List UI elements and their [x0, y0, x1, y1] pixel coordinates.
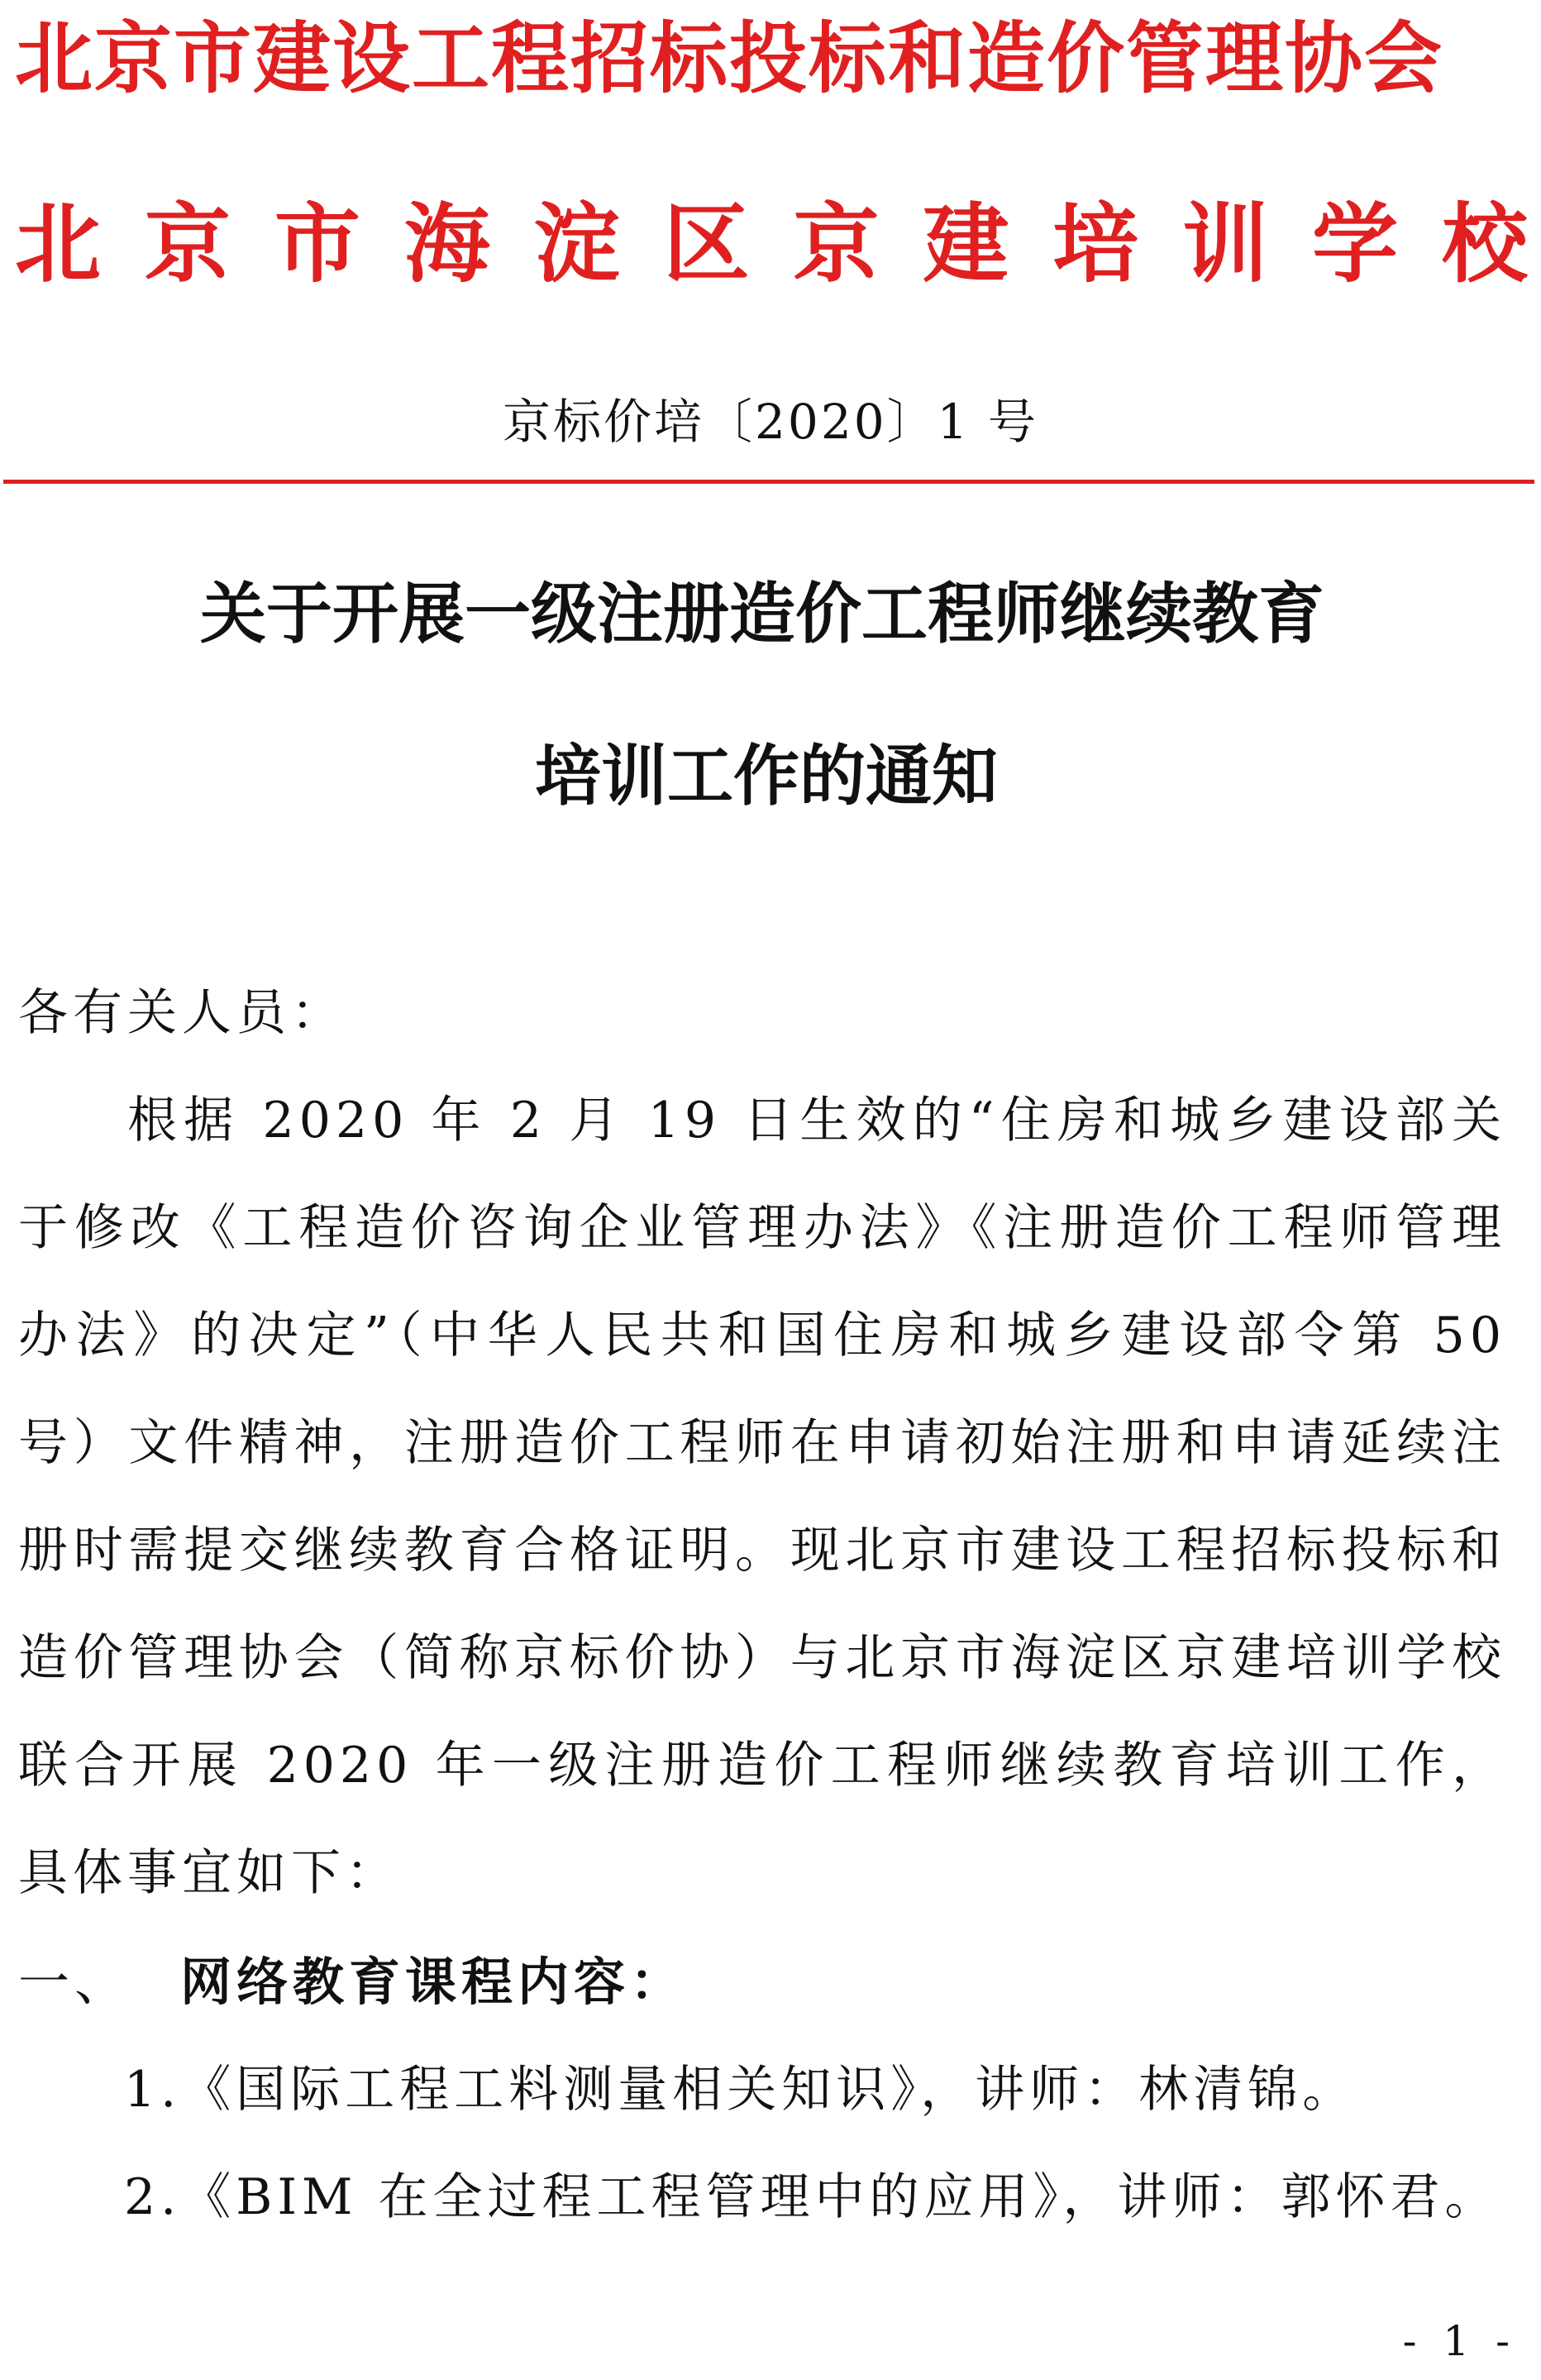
- body-paragraph: 根据 2020 年 2 月 19 日生效的“住房和城乡建设部关于修改《工程造价咨询企业管理办法》《注册造价工程师管理办法》的决定”（中华人民共和国住房和城乡建设部令第 50 号）文件精神，注册造价工程师在申请初始注册和申请延续注册时需提交继续教育合格证明。现北京市建设工程招标投标和造价管理协会（简称京标价协）与北京市海淀区京建培训学校联合开展 2020 年一级注册造价工程师继续教育培训工作，具体事宜如下：: [18, 1092, 1506, 1902]
- page-number: - 1 -: [1402, 2317, 1516, 2365]
- section-label: 网络教育课程内容：: [180, 1952, 687, 2012]
- org2-char: 海: [403, 194, 490, 294]
- section-number: 一、: [18, 1952, 131, 2012]
- organization-name-1: 北京市建设工程招标投标和造价管理协会: [15, 14, 1444, 104]
- salutation: 各有关人员：: [18, 984, 346, 1042]
- org2-char: 淀: [533, 194, 620, 294]
- org2-char: 训: [1182, 194, 1269, 294]
- org2-char: 北: [15, 194, 102, 294]
- document-title-line-2: 培训工作的通知: [535, 738, 998, 815]
- organization-name-2: [15, 190, 1528, 298]
- section-heading: [18, 1928, 686, 2036]
- course-item: 1.《国际工程工料测量相关知识》，讲师：林清锦。: [124, 2061, 1357, 2119]
- org2-char: 建: [923, 194, 1009, 294]
- org2-char: 京: [144, 194, 231, 294]
- document-title-line-1: 关于开展一级注册造价工程师继续教育: [200, 576, 1324, 652]
- org2-char: 区: [663, 194, 750, 294]
- org2-char: 市: [274, 194, 360, 294]
- document-number: 京标价培〔2020〕1 号: [503, 394, 1038, 450]
- org2-char: 京: [793, 194, 880, 294]
- header-divider: [3, 480, 1534, 484]
- org2-char: 校: [1441, 194, 1528, 294]
- org2-char: 学: [1312, 194, 1399, 294]
- course-item: 2.《BIM 在全过程工程管理中的应用》，讲师：郭怀君。: [124, 2168, 1500, 2226]
- org2-char: 培: [1052, 194, 1139, 294]
